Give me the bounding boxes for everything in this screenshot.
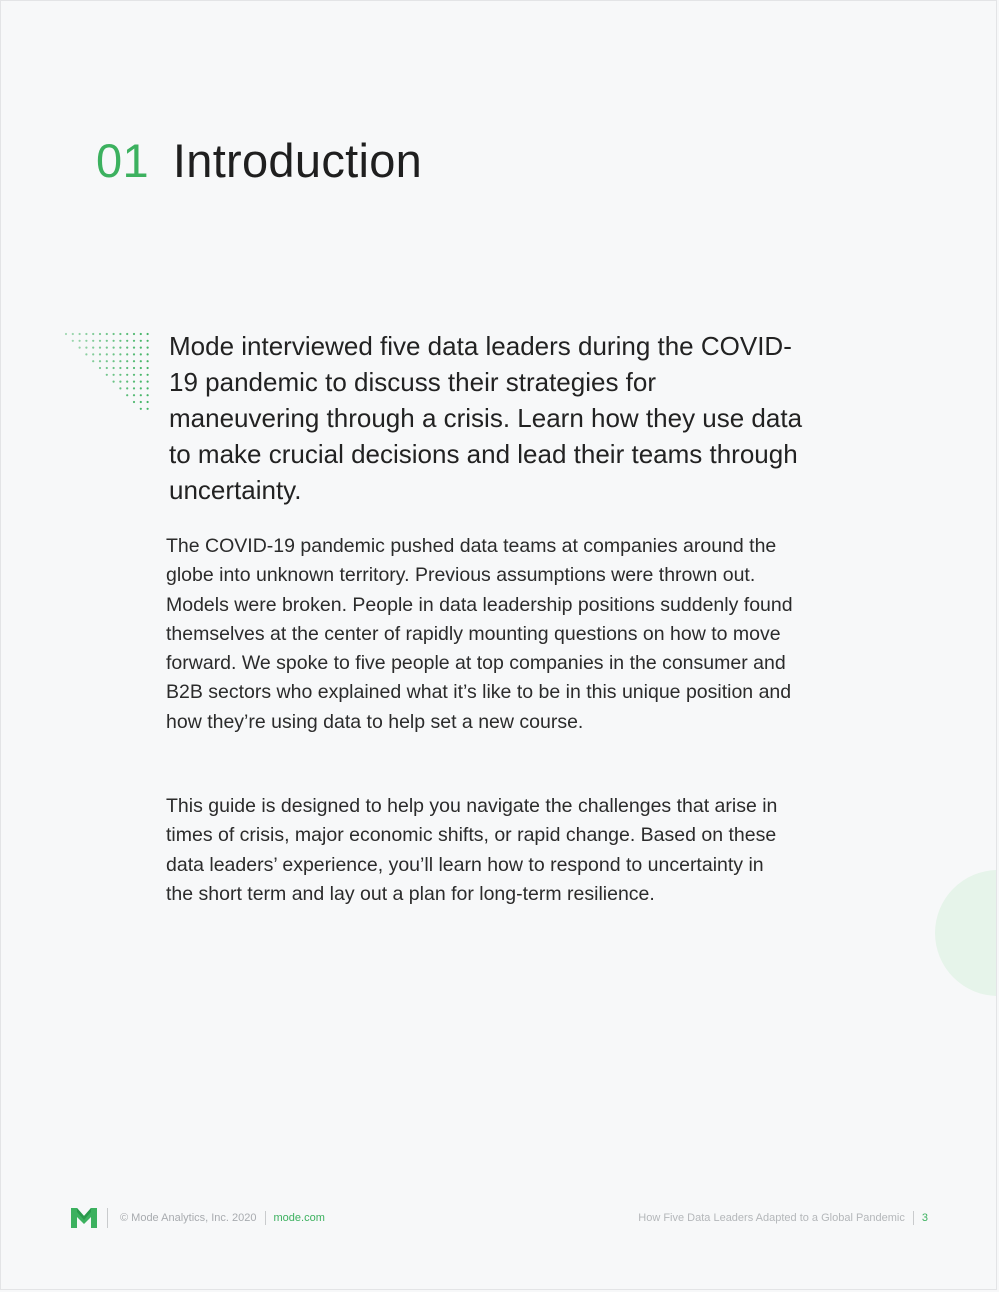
decoration-dot	[140, 367, 142, 369]
decoration-dot	[133, 374, 135, 376]
section-number: 01	[96, 134, 149, 187]
decoration-dot	[140, 387, 142, 389]
decoration-dot	[133, 347, 135, 349]
page-number: 3	[921, 1212, 928, 1224]
decoration-dot	[126, 360, 128, 362]
decoration-dot	[147, 394, 149, 396]
decoration-dot	[113, 347, 115, 349]
decoration-dot	[119, 374, 121, 376]
decoration-dot	[92, 353, 94, 355]
decoration-dot	[133, 360, 135, 362]
footer-copyright: © Mode Analytics, Inc. 2020	[120, 1212, 257, 1224]
decoration-dot	[126, 340, 128, 342]
decoration-dot	[147, 381, 149, 383]
decoration-dot	[85, 347, 87, 349]
mode-logo-icon	[71, 1208, 97, 1228]
decoration-dot	[99, 333, 101, 335]
decoration-dot	[119, 367, 121, 369]
footer-right	[638, 1211, 928, 1225]
footer-left	[71, 1207, 325, 1229]
decoration-dot	[119, 340, 121, 342]
decoration-dot	[119, 360, 121, 362]
dot-pattern-decoration	[63, 331, 153, 415]
decoration-dot	[106, 340, 108, 342]
decoration-dot	[133, 353, 135, 355]
decoration-dot	[113, 353, 115, 355]
decoration-dot	[147, 353, 149, 355]
footer-divider	[107, 1208, 108, 1228]
decoration-dot	[106, 333, 108, 335]
website-link[interactable]: mode.com	[273, 1212, 325, 1224]
decoration-dot	[133, 367, 135, 369]
section-heading: Introduction	[172, 134, 423, 187]
decoration-dot	[106, 353, 108, 355]
decoration-dot	[92, 333, 94, 335]
decoration-dot	[147, 374, 149, 376]
decoration-dot	[113, 374, 115, 376]
footer-divider	[913, 1211, 914, 1225]
decoration-dot	[113, 367, 115, 369]
decoration-dot	[126, 374, 128, 376]
decoration-dot	[119, 381, 121, 383]
decoration-dot	[65, 333, 67, 335]
decoration-dot	[85, 333, 87, 335]
decoration-dot	[133, 394, 135, 396]
decoration-dot	[99, 367, 101, 369]
decoration-dot	[92, 340, 94, 342]
footer-document-title: How Five Data Leaders Adapted to a Global Pandemic	[638, 1212, 905, 1224]
decoration-dot	[99, 360, 101, 362]
lead-paragraph: Mode interviewed five data leaders during the COVID-19 pandemic to discuss their strategies for maneuvering through a crisis. Learn how they use data to make crucial decisions and lead their teams through uncertainty.	[169, 331, 803, 505]
decoration-dot	[126, 367, 128, 369]
decoration-dot	[133, 401, 135, 403]
decoration-dot	[126, 394, 128, 396]
section-title	[96, 133, 422, 188]
footer-divider	[265, 1211, 266, 1225]
decoration-dot	[133, 340, 135, 342]
decoration-dot	[85, 353, 87, 355]
decoration-dot	[85, 340, 87, 342]
decoration-dot	[106, 347, 108, 349]
decoration-dot	[113, 360, 115, 362]
decoration-dot	[72, 333, 74, 335]
decoration-dot	[140, 401, 142, 403]
decoration-dot	[147, 333, 149, 335]
decoration-dot	[126, 353, 128, 355]
decoration-dot	[133, 333, 135, 335]
body-paragraph-1: The COVID-19 pandemic pushed data teams at companies around the globe into unknown territory. Previous assumptions were thrown out. Models were broken. People in data leadership positions suddenly found themselves at the center of rapidly mounting questions on how to move forward. We spoke to five people at top companies in the consumer and B2B sectors who explained what it’s like to be in this unique position and how they’re using data to help set a new course.	[166, 535, 793, 733]
decoration-dot	[119, 333, 121, 335]
decoration-dot	[147, 360, 149, 362]
decoration-dot	[133, 387, 135, 389]
decoration-dot	[147, 408, 149, 410]
decoration-dot	[147, 347, 149, 349]
decoration-dot	[140, 353, 142, 355]
decoration-dot	[147, 387, 149, 389]
decoration-dot	[72, 340, 74, 342]
decoration-dot	[140, 347, 142, 349]
decoration-dot	[140, 340, 142, 342]
decoration-dot	[119, 353, 121, 355]
decoration-dot	[119, 347, 121, 349]
decoration-dot	[106, 360, 108, 362]
decoration-dot	[147, 367, 149, 369]
decoration-dot	[147, 340, 149, 342]
body-paragraph-2: This guide is designed to help you navigate the challenges that arise in times of crisis, major economic shifts, or rapid change. Based on these data leaders’ experience, you’ll learn how to respond to uncertainty in the short term and lay out a plan for long-term resilience.	[166, 795, 778, 905]
decoration-dot	[126, 381, 128, 383]
decoration-dot	[92, 360, 94, 362]
decoration-dot	[140, 394, 142, 396]
decoration-dot	[140, 374, 142, 376]
decoration-dot	[126, 347, 128, 349]
decoration-dot	[79, 347, 81, 349]
decoration-dot	[99, 340, 101, 342]
decoration-dot	[92, 347, 94, 349]
decoration-dot	[79, 333, 81, 335]
decoration-dot	[140, 333, 142, 335]
decoration-dot	[113, 381, 115, 383]
decoration-dot	[99, 347, 101, 349]
decoration-dot	[147, 401, 149, 403]
decoration-dot	[140, 360, 142, 362]
decoration-dot	[140, 408, 142, 410]
decoration-dot	[99, 353, 101, 355]
decoration-dot	[79, 340, 81, 342]
decoration-dot	[106, 374, 108, 376]
decoration-dot	[106, 367, 108, 369]
decoration-dot	[113, 333, 115, 335]
decoration-dot	[113, 340, 115, 342]
decoration-dot	[126, 333, 128, 335]
decoration-dot	[126, 387, 128, 389]
decoration-dot	[133, 381, 135, 383]
decorative-circle	[935, 870, 997, 996]
decoration-dot	[119, 387, 121, 389]
decoration-dot	[140, 381, 142, 383]
